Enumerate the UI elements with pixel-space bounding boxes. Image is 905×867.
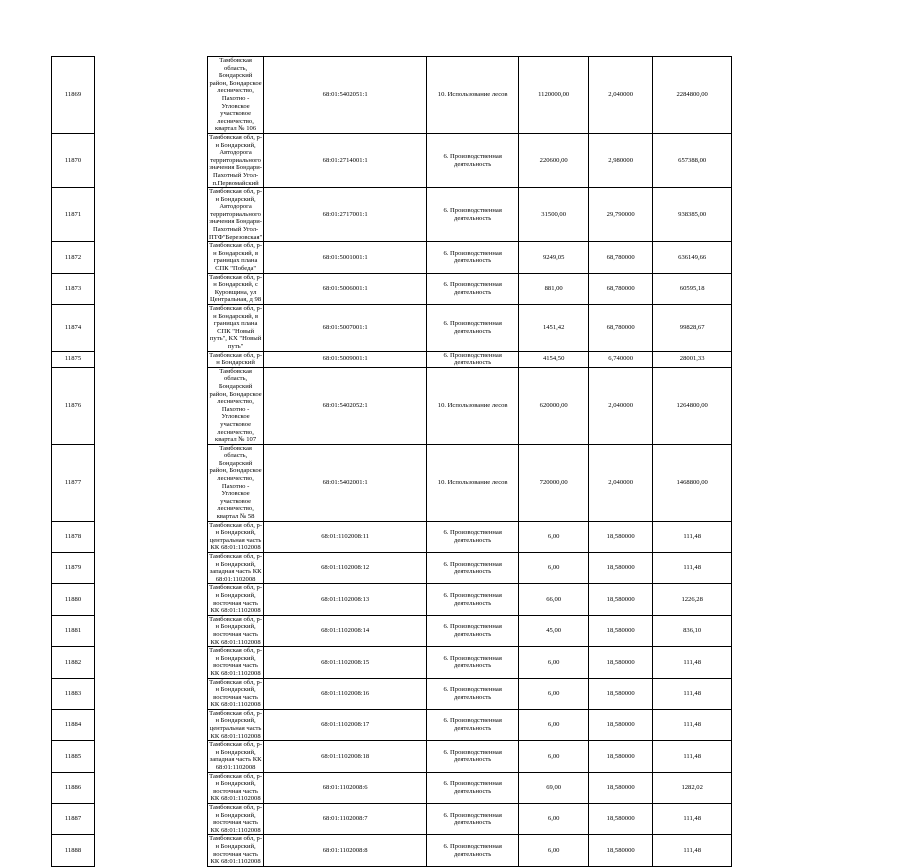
row-number: 11869	[52, 57, 95, 134]
gap-cell	[95, 367, 208, 444]
rate-cell: 18,580000	[589, 835, 653, 866]
rate-cell: 18,580000	[589, 741, 653, 772]
cadastral-number-cell: 68:01:5001001:1	[264, 242, 427, 273]
land-use-cell: 6. Производственная деятельность	[427, 709, 519, 740]
table-row	[52, 741, 732, 772]
row-number: 11878	[52, 521, 95, 552]
sum-cell: 111,48	[653, 709, 732, 740]
rate-cell: 18,580000	[589, 804, 653, 835]
sum-cell: 111,48	[653, 804, 732, 835]
rate-cell: 29,790000	[589, 188, 653, 242]
cadastral-number-cell: 68:01:1102008:8	[264, 835, 427, 866]
land-use-cell: 6. Производственная деятельность	[427, 305, 519, 352]
area-cell: 6,00	[519, 678, 589, 709]
area-cell: 45,00	[519, 615, 589, 646]
area-cell: 1120000,00	[519, 57, 589, 134]
land-use-cell: 6. Производственная деятельность	[427, 553, 519, 584]
cadastral-number-cell: 68:01:5402052:1	[264, 367, 427, 444]
gap-cell	[95, 709, 208, 740]
rate-cell: 18,580000	[589, 615, 653, 646]
land-use-cell: 6. Производственная деятельность	[427, 188, 519, 242]
gap-cell	[95, 351, 208, 367]
sum-cell: 28001,33	[653, 351, 732, 367]
table-row	[52, 305, 732, 352]
gap-cell	[95, 242, 208, 273]
cadastral-number-cell: 68:01:1102008:14	[264, 615, 427, 646]
land-use-cell: 6. Производственная деятельность	[427, 615, 519, 646]
rate-cell: 18,580000	[589, 584, 653, 615]
area-cell: 6,00	[519, 741, 589, 772]
gap-cell	[95, 615, 208, 646]
table-row	[52, 804, 732, 835]
land-use-cell: 6. Производственная деятельность	[427, 521, 519, 552]
row-number: 11874	[52, 305, 95, 352]
gap-cell	[95, 305, 208, 352]
address-cell: Тамбовская обл, р-н Бондарский, в границах плана СПК "Победа"	[209, 242, 263, 273]
gap-cell	[95, 133, 208, 187]
gap-cell	[95, 444, 208, 521]
rate-cell: 18,580000	[589, 521, 653, 552]
area-cell: 9249,05	[519, 242, 589, 273]
sum-cell: 1468800,00	[653, 444, 732, 521]
table-row	[52, 242, 732, 273]
sum-cell: 111,48	[653, 741, 732, 772]
table-row	[52, 351, 732, 367]
rate-cell: 18,580000	[589, 647, 653, 678]
table-row	[52, 678, 732, 709]
area-cell: 1451,42	[519, 305, 589, 352]
rate-cell: 2,040000	[589, 57, 653, 134]
land-use-cell: 10. Использование лесов	[427, 444, 519, 521]
sum-cell: 1264800,00	[653, 367, 732, 444]
address-cell: Тамбовская обл, р-н Бондарский, восточная часть КК 68:01:1102008	[209, 804, 263, 834]
table-row	[52, 367, 732, 444]
gap-cell	[95, 584, 208, 615]
rate-cell: 68,780000	[589, 273, 653, 304]
rate-cell: 68,780000	[589, 305, 653, 352]
sum-cell: 111,48	[653, 553, 732, 584]
land-use-cell: 6. Производственная деятельность	[427, 273, 519, 304]
cadastral-number-cell: 68:01:5009001:1	[264, 351, 427, 367]
table-row	[52, 584, 732, 615]
address-cell: Тамбовская обл, р-н Бондарский, восточная часть КК 68:01:1102008	[209, 835, 263, 866]
rate-cell: 18,580000	[589, 772, 653, 803]
address-cell: Тамбовская обл, р-н Бондарский, западная часть КК 68:01:1102008	[209, 553, 263, 583]
land-use-cell: 10. Использование лесов	[427, 57, 519, 134]
rate-cell: 2,040000	[589, 444, 653, 521]
address-cell: Тамбовская область, Бондарский район, Бондарское лесничество, Пахотно - Угловское участковое лесничество, квартал № 107	[209, 367, 262, 444]
address-cell: Тамбовская обл, р-н Бондарский, Автодорога территориального значения Бондари-Пахотный Угол-ПТФ"Березовская"	[209, 188, 263, 241]
row-number: 11879	[52, 553, 95, 584]
table-row	[52, 709, 732, 740]
land-use-cell: 6. Производственная деятельность	[427, 133, 519, 187]
area-cell: 6,00	[519, 835, 589, 866]
address-cell: Тамбовская обл, р-н Бондарский, западная часть КК 68:01:1102008	[209, 741, 263, 772]
row-number: 11885	[52, 741, 95, 772]
table-row	[52, 273, 732, 304]
row-number: 11881	[52, 615, 95, 646]
rate-cell: 2,040000	[589, 367, 653, 444]
address-cell: Тамбовская обл, р-н Бондарский, восточная часть КК 68:01:1102008	[209, 584, 263, 615]
rate-cell: 18,580000	[589, 678, 653, 709]
sum-cell: 1226,28	[653, 584, 732, 615]
gap-cell	[95, 678, 208, 709]
cadastral-number-cell: 68:01:1102008:13	[264, 584, 427, 615]
row-number: 11884	[52, 709, 95, 740]
sum-cell: 60595,18	[653, 273, 732, 304]
rate-cell: 6,740000	[589, 351, 653, 367]
area-cell: 31500,00	[519, 188, 589, 242]
land-use-cell: 6. Производственная деятельность	[427, 772, 519, 803]
address-cell: Тамбовская обл, р-н Бондарский, восточная часть КК 68:01:1102008	[209, 772, 263, 803]
sum-cell: 111,48	[653, 647, 732, 678]
sum-cell: 2284800,00	[653, 57, 732, 134]
area-cell: 881,00	[519, 273, 589, 304]
cadastral-number-cell: 68:01:1102008:18	[264, 741, 427, 772]
area-cell: 6,00	[519, 521, 589, 552]
land-use-cell: 6. Производственная деятельность	[427, 678, 519, 709]
rate-cell: 68,780000	[589, 242, 653, 273]
cadastral-number-cell: 68:01:2717001:1	[264, 188, 427, 242]
table-row	[52, 647, 732, 678]
land-use-cell: 6. Производственная деятельность	[427, 835, 519, 866]
row-number: 11875	[52, 351, 95, 367]
rate-cell: 18,580000	[589, 553, 653, 584]
land-register-table	[51, 56, 732, 867]
land-use-cell: 6. Производственная деятельность	[427, 804, 519, 835]
table-row	[52, 553, 732, 584]
sum-cell: 111,48	[653, 521, 732, 552]
address-cell: Тамбовская обл, р-н Бондарский, Автодорога территориального значения Бондари-Пахотный Угол-п.Первомайский	[209, 133, 263, 187]
row-number: 11876	[52, 367, 95, 444]
gap-cell	[95, 521, 208, 552]
sum-cell: 1282,02	[653, 772, 732, 803]
row-number: 11888	[52, 835, 95, 866]
row-number: 11871	[52, 188, 95, 242]
table-row	[52, 615, 732, 646]
row-number: 11873	[52, 273, 95, 304]
address-cell: Тамбовская обл, р-н Бондарский, центральная часть КК 68:01:1102008	[209, 521, 263, 552]
row-number: 11880	[52, 584, 95, 615]
land-use-cell: 6. Производственная деятельность	[427, 741, 519, 772]
address-cell: Тамбовская обл, р-н Бондарский	[209, 351, 263, 367]
gap-cell	[95, 741, 208, 772]
gap-cell	[95, 553, 208, 584]
cadastral-number-cell: 68:01:1102008:12	[264, 553, 427, 584]
cadastral-number-cell: 68:01:5402001:1	[264, 444, 427, 521]
area-cell: 720000,00	[519, 444, 589, 521]
cadastral-number-cell: 68:01:1102008:11	[264, 521, 427, 552]
table-row	[52, 521, 732, 552]
row-number: 11877	[52, 444, 95, 521]
rate-cell: 2,980000	[589, 133, 653, 187]
address-cell: Тамбовская обл, р-н Бондарский, восточная часть КК 68:01:1102008	[209, 615, 263, 646]
address-cell: Тамбовская обл, р-н Бондарский, с Куровщина, ул Центральная, д 98	[209, 273, 263, 304]
sum-cell: 938385,00	[653, 188, 732, 242]
area-cell: 69,00	[519, 772, 589, 803]
table-row	[52, 444, 732, 521]
table-row	[52, 188, 732, 242]
area-cell: 220600,00	[519, 133, 589, 187]
land-use-cell: 6. Производственная деятельность	[427, 647, 519, 678]
area-cell: 66,00	[519, 584, 589, 615]
table-row	[52, 835, 732, 866]
cadastral-number-cell: 68:01:5006001:1	[264, 273, 427, 304]
row-number: 11872	[52, 242, 95, 273]
gap-cell	[95, 835, 208, 866]
table-row	[52, 57, 732, 134]
address-cell: Тамбовская обл, р-н Бондарский, восточная часть КК 68:01:1102008	[209, 647, 263, 677]
cadastral-number-cell: 68:01:5402051:1	[264, 57, 427, 134]
area-cell: 6,00	[519, 804, 589, 835]
row-number: 11870	[52, 133, 95, 187]
table-row	[52, 772, 732, 803]
area-cell: 6,00	[519, 647, 589, 678]
row-number: 11886	[52, 772, 95, 803]
area-cell: 6,00	[519, 709, 589, 740]
land-use-cell: 6. Производственная деятельность	[427, 584, 519, 615]
sum-cell: 99828,67	[653, 305, 732, 352]
gap-cell	[95, 647, 208, 678]
sum-cell: 111,48	[653, 678, 732, 709]
land-use-cell: 6. Производственная деятельность	[427, 351, 519, 367]
gap-cell	[95, 57, 208, 134]
address-cell: Тамбовская обл, р-н Бондарский, восточная часть КК 68:01:1102008	[209, 678, 263, 709]
address-cell: Тамбовская обл, р-н Бондарский, центральная часть КК 68:01:1102008	[209, 709, 263, 740]
table-row	[52, 133, 732, 187]
row-number: 11882	[52, 647, 95, 678]
address-cell: Тамбовская область, Бондарский район, Бондарское лесничество, Пахотно - Угловское участковое лесничество, квартал № 106	[209, 57, 262, 133]
sum-cell: 836,10	[653, 615, 732, 646]
cadastral-number-cell: 68:01:1102008:16	[264, 678, 427, 709]
area-cell: 4154,50	[519, 351, 589, 367]
gap-cell	[95, 273, 208, 304]
cadastral-number-cell: 68:01:1102008:6	[264, 772, 427, 803]
gap-cell	[95, 804, 208, 835]
cadastral-number-cell: 68:01:1102008:7	[264, 804, 427, 835]
row-number: 11887	[52, 804, 95, 835]
sum-cell: 111,48	[653, 835, 732, 866]
land-use-cell: 6. Производственная деятельность	[427, 242, 519, 273]
address-cell: Тамбовская область, Бондарский район, Бондарское лесничество, Пахотно - Угловское участковое лесничество, квартал № 58	[209, 444, 262, 521]
rate-cell: 18,580000	[589, 709, 653, 740]
sum-cell: 657388,00	[653, 133, 732, 187]
gap-cell	[95, 188, 208, 242]
cadastral-number-cell: 68:01:2714001:1	[264, 133, 427, 187]
area-cell: 620000,00	[519, 367, 589, 444]
gap-cell	[95, 772, 208, 803]
area-cell: 6,00	[519, 553, 589, 584]
cadastral-number-cell: 68:01:5007001:1	[264, 305, 427, 352]
row-number: 11883	[52, 678, 95, 709]
cadastral-number-cell: 68:01:1102008:17	[264, 709, 427, 740]
land-use-cell: 10. Использование лесов	[427, 367, 519, 444]
cadastral-number-cell: 68:01:1102008:15	[264, 647, 427, 678]
address-cell: Тамбовская обл, р-н Бондарский, в границах плана СПК "Новый путь", КХ "Новый путь"	[209, 305, 263, 350]
sum-cell: 636149,66	[653, 242, 732, 273]
